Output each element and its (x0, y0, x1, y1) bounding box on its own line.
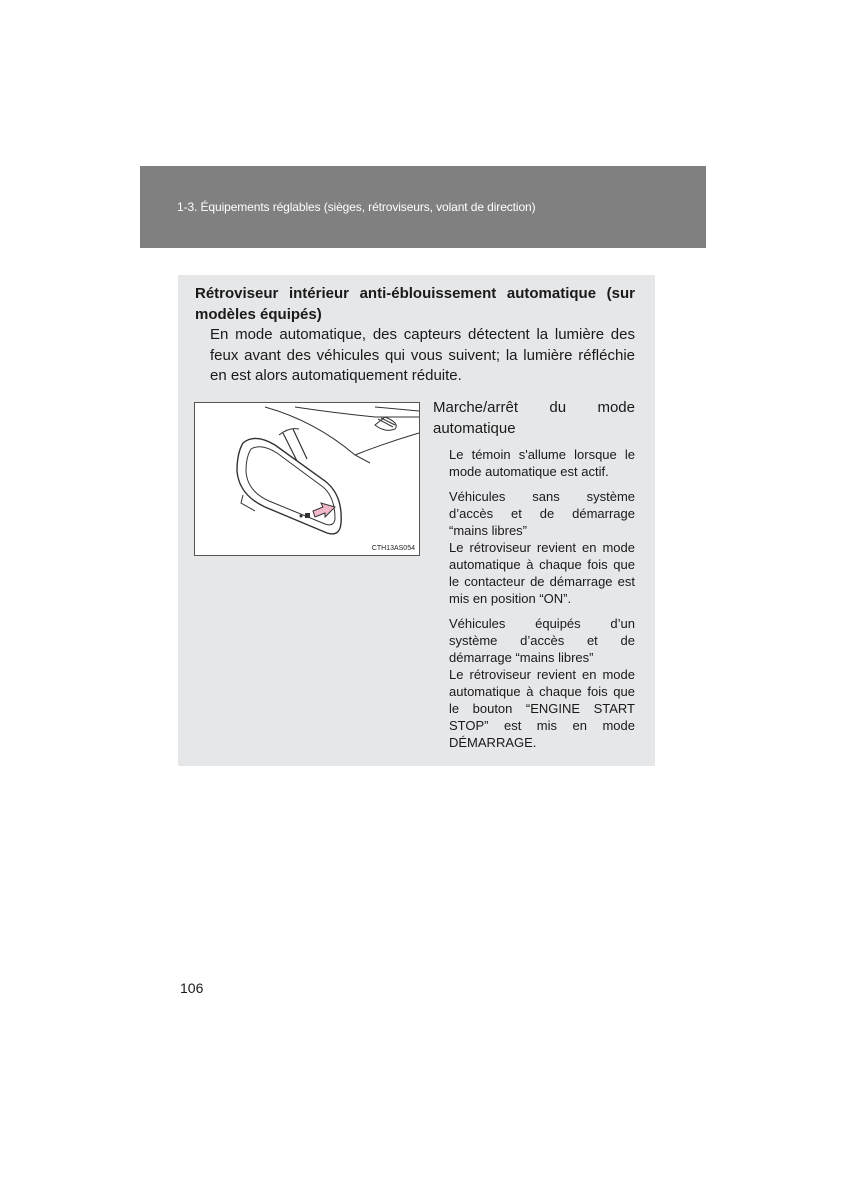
figure-code: CTH13AS054 (371, 545, 415, 552)
mirror-illustration (194, 402, 420, 556)
smart-key-heading-line3: démarrage “mains libres” (449, 650, 594, 665)
no-smart-key-heading-line1: Véhicules sans système (449, 489, 635, 504)
section-header-bar (140, 166, 706, 248)
no-smart-key-heading-line3: “mains libres” (449, 523, 528, 538)
smart-key-text: Le rétroviseur revient en mode automatique à chaque fois que le bouton “ENGINE START STOP” est mis en mode DÉMARRAGE. (449, 667, 635, 750)
indicator-note: Le témoin s'allume lorsque le mode automatique est actif. (449, 447, 635, 479)
no-smart-key-heading (449, 488, 635, 539)
rearview-mirror-drawing (195, 403, 421, 557)
section-title: 1-3. Équipements réglables (sièges, rétroviseurs, volant de direction) (177, 200, 536, 214)
auto-mode-title-line2: automatique (433, 420, 516, 437)
page-number: 106 (180, 980, 204, 996)
no-smart-key-heading-line2: d’accès et de démarrage (449, 506, 635, 521)
smart-key-heading-line1: Véhicules équipés d’un (449, 616, 635, 631)
auto-mode-title (433, 397, 635, 439)
smart-key-heading (449, 615, 635, 666)
feature-title: Rétroviseur intérieur anti-éblouissement automatique (sur modèles équipés) (195, 285, 635, 323)
no-smart-key-text: Le rétroviseur revient en mode automatique à chaque fois que le contacteur de démarrage est mis en position “ON”. (449, 540, 635, 606)
smart-key-heading-line2: système d’accès et de (449, 633, 635, 648)
intro-paragraph: En mode automatique, des capteurs détectent la lumière des feux avant des véhicules qui vous suivent; la lumière réfléchie en est alors automatiquement réduite. (210, 326, 635, 384)
auto-mode-title-line1: Marche/arrêt du mode (433, 399, 635, 416)
